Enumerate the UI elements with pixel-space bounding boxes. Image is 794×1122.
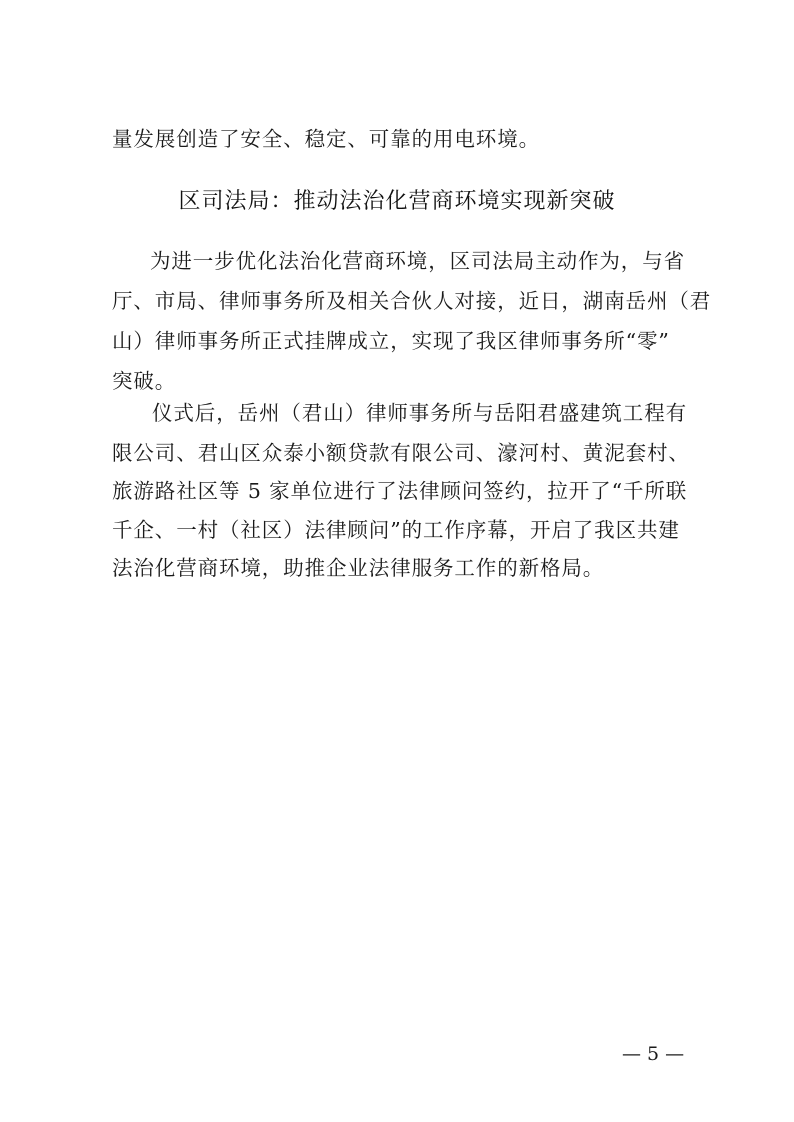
paragraph-1-line-3: 山）律师事务所正式挂牌成立，实现了我区律师事务所“零” [112, 329, 670, 353]
paragraph-2-line-3: 旅游路社区等 5 家单位进行了法律顾问签约，拉开了“千所联 [112, 479, 688, 503]
paragraph-2-line-5: 法治化营商环境，助推企业法律服务工作的新格局。 [112, 556, 605, 580]
paragraph-2-line-4: 千企、一村（社区）法律顾问”的工作序幕，开启了我区共建 [112, 518, 680, 542]
paragraph-1-line-1: 为进一步优化法治化营商环境，区司法局主动作为，与省 [150, 249, 685, 273]
paragraph-2-line-1: 仪式后，岳州（君山）律师事务所与岳阳君盛建筑工程有 [152, 401, 687, 425]
section-heading: 区司法局：推动法治化营商环境实现新突破 [178, 189, 616, 214]
intro-tail-line: 量发展创造了安全、稳定、可靠的用电环境。 [112, 127, 540, 151]
paragraph-1-line-4: 突破。 [112, 369, 177, 393]
page-number: — 5 — [622, 1043, 685, 1065]
paragraph-1-line-2: 厅、市局、律师事务所及相关合伙人对接，近日，湖南岳州（君 [112, 289, 712, 313]
paragraph-2-line-2: 限公司、君山区众泰小额贷款有限公司、濠河村、黄泥套村、 [112, 441, 690, 465]
